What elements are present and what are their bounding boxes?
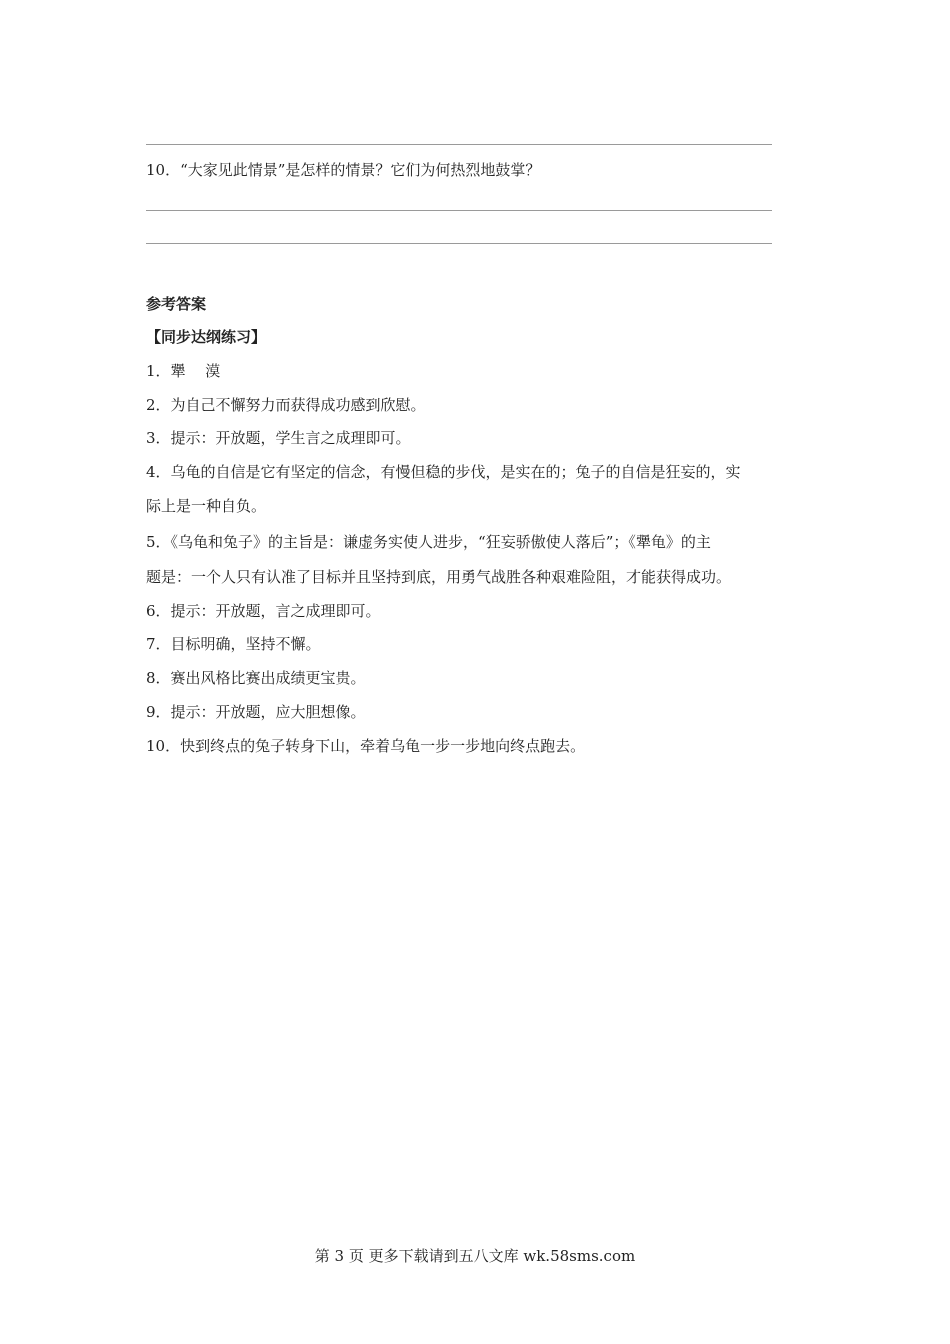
answer-item: 2．为自己不懈努力而获得成功感到欣慰。 (146, 396, 426, 414)
answer-item: 6．提示：开放题，言之成理即可。 (146, 602, 381, 620)
answer-line (146, 243, 772, 244)
answer-item: 3．提示：开放题，学生言之成理即可。 (146, 429, 411, 447)
answer-item: 9．提示：开放题，应大胆想像。 (146, 703, 366, 721)
page-footer: 第 3 页 更多下载请到五八文库 wk.58sms.com (314, 1247, 636, 1265)
answer-item: 1．犟 漠 (146, 362, 221, 380)
answer-item: 8．赛出风格比赛出成绩更宝贵。 (146, 669, 366, 687)
answer-item: 4．乌龟的自信是它有坚定的信念，有慢但稳的步伐，是实在的；兔子的自信是狂妄的，实 (146, 463, 741, 481)
answer-line (146, 210, 772, 211)
answer-item: 5．《乌龟和兔子》的主旨是：谦虚务实使人进步，“狂妄骄傲使人落后”；《犟龟》的主 (146, 533, 711, 551)
answer-item: 际上是一种自负。 (146, 497, 267, 515)
answers-section-title: 【同步达纲练习】 (146, 328, 267, 346)
answer-item: 7．目标明确，坚持不懈。 (146, 635, 321, 653)
answers-heading: 参考答案 (146, 295, 207, 313)
question-10: 10．“大家见此情景”是怎样的情景？它们为何热烈地鼓掌？ (146, 161, 541, 179)
answer-item: 10．快到终点的兔子转身下山，牵着乌龟一步一步地向终点跑去。 (146, 737, 586, 755)
answer-line (146, 144, 772, 145)
answer-item: 题是：一个人只有认准了目标并且坚持到底，用勇气战胜各种艰难险阻，才能获得成功。 (146, 568, 732, 586)
